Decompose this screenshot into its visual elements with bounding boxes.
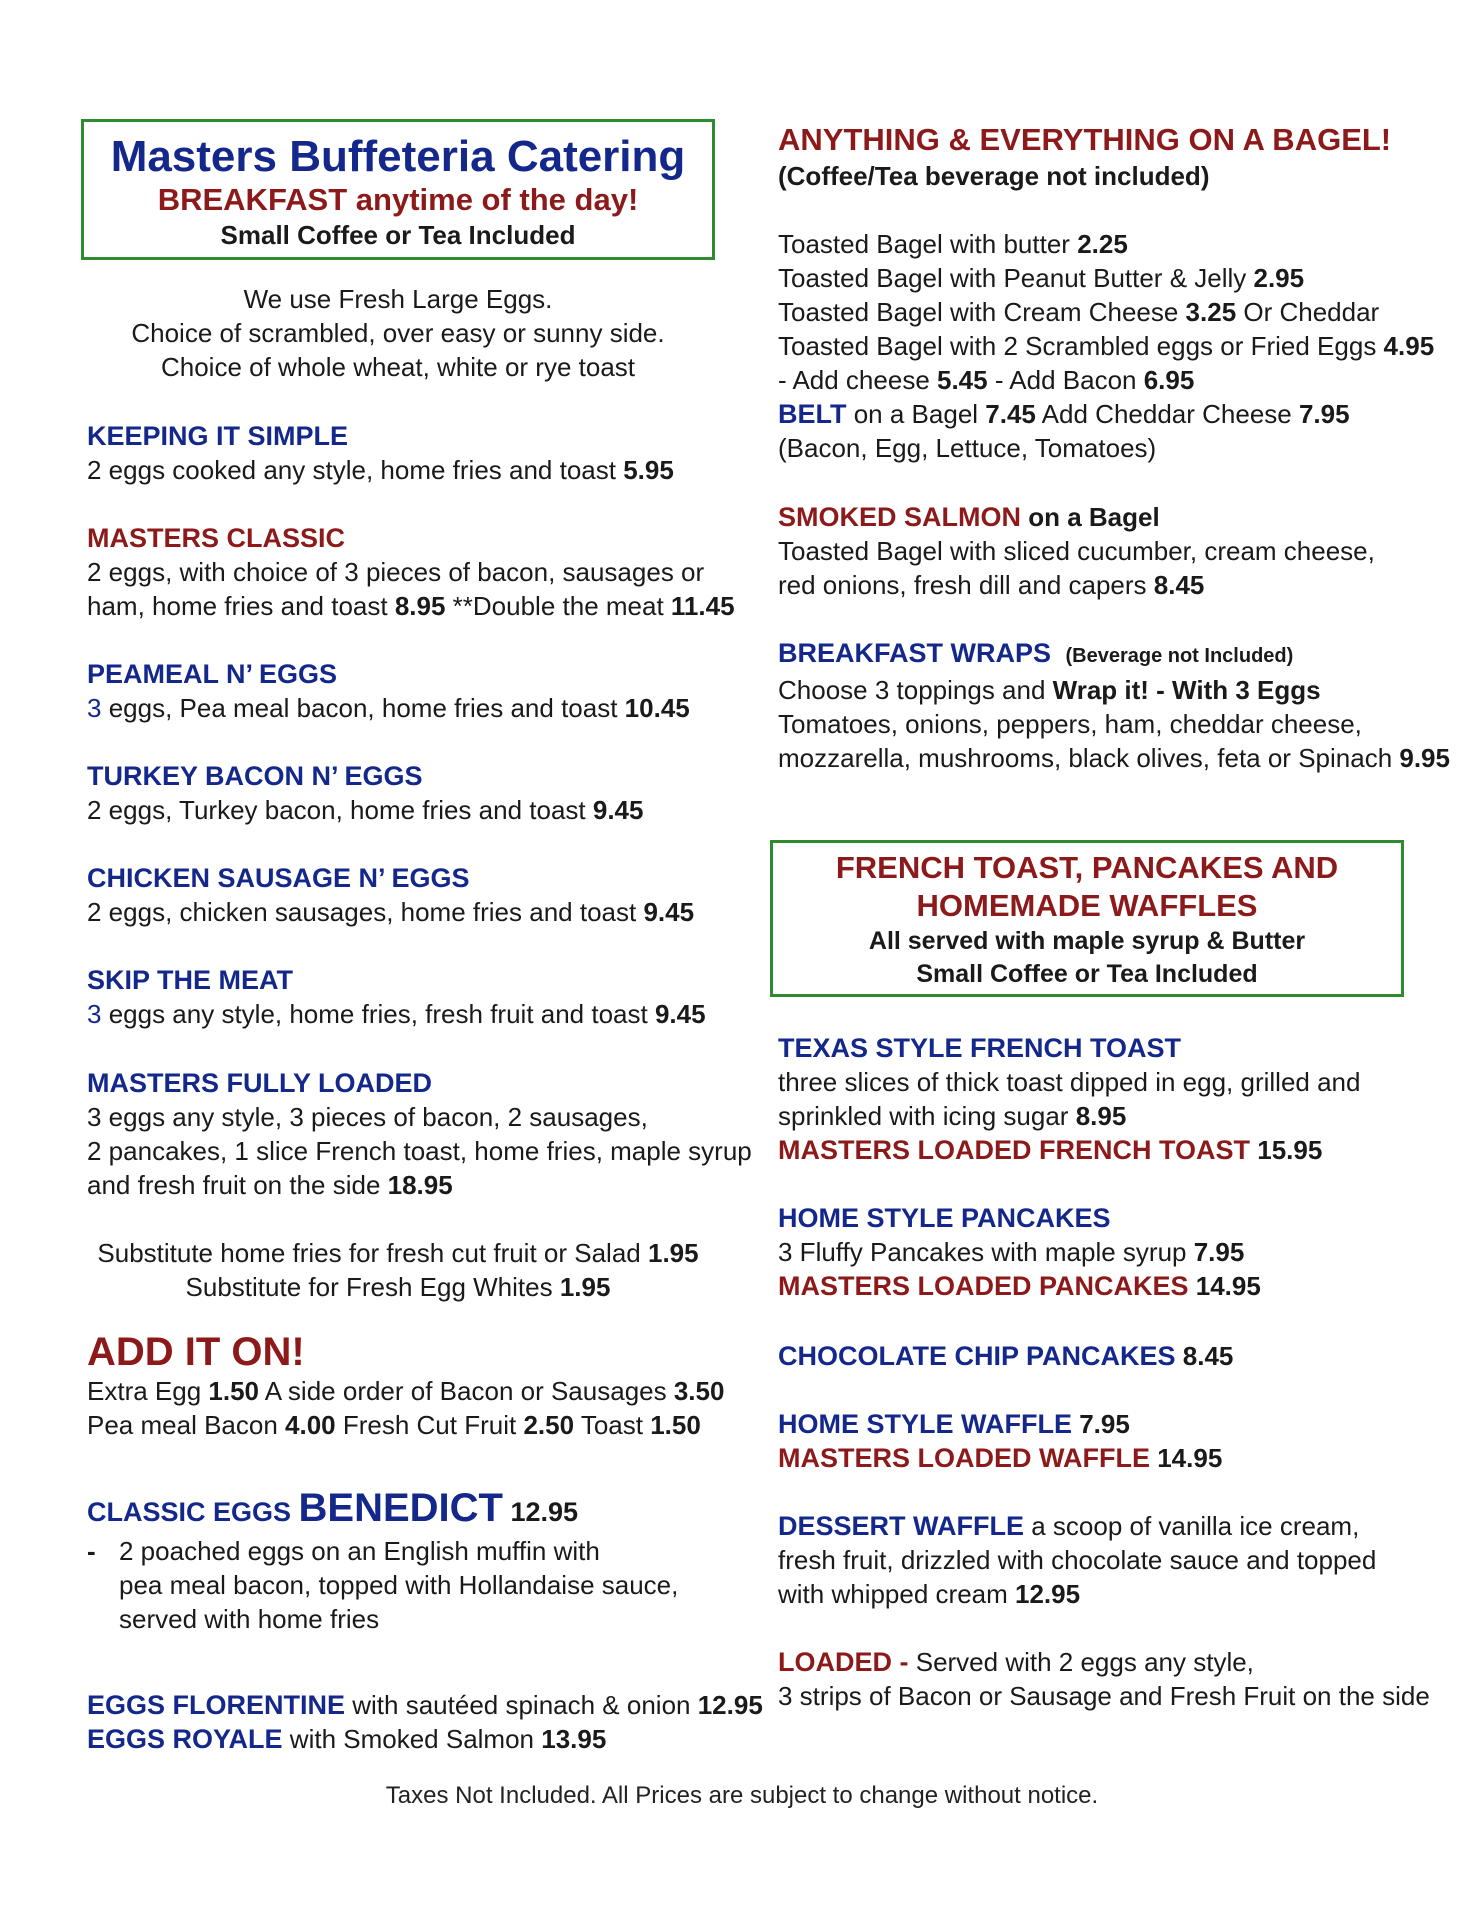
texas-section bbox=[778, 1031, 1360, 1167]
section-title: PEAMEAL N’ EGGS bbox=[87, 659, 338, 689]
item-line: EGGS ROYALE with Smoked Salmon 13.95 bbox=[87, 1724, 607, 1754]
loaded-item: MASTERS LOADED PANCAKES 14.95 bbox=[778, 1271, 1261, 1301]
item-desc: served with home fries bbox=[119, 1604, 380, 1634]
section-title: MASTERS FULLY LOADED bbox=[87, 1068, 433, 1098]
section-title: SKIP THE MEAT bbox=[87, 965, 294, 995]
section-title: TEXAS STYLE FRENCH TOAST bbox=[778, 1033, 1182, 1063]
item-desc: and fresh fruit on the side 18.95 bbox=[87, 1170, 453, 1200]
box-note: Small Coffee or Tea Included bbox=[916, 960, 1258, 988]
dessert-section bbox=[778, 1509, 1376, 1611]
section-title: ANYTHING & EVERYTHING ON A BAGEL! bbox=[778, 122, 1392, 157]
wraps-section bbox=[778, 636, 1450, 775]
item-desc: 3 eggs, Pea meal bacon, home fries and toast 10.45 bbox=[87, 693, 690, 723]
bagel-line: - Add cheese 5.45 - Add Bacon 6.95 bbox=[778, 365, 1195, 395]
section-title: BREAKFAST WRAPS (Beverage not Included) bbox=[778, 638, 1294, 668]
bagel-line: Toasted Bagel with butter 2.25 bbox=[778, 229, 1128, 259]
bagel-section bbox=[778, 121, 1434, 465]
menu-title: Masters Buffeteria Catering bbox=[110, 132, 686, 181]
bagel-line: BELT on a Bagel 7.45 Add Cheddar Cheese 7.95 bbox=[778, 399, 1350, 429]
bagel-line: Toasted Bagel with Cream Cheese 3.25 Or Cheddar bbox=[778, 297, 1380, 327]
item-desc: three slices of thick toast dipped in egg, grilled and bbox=[778, 1067, 1361, 1097]
salmon-section bbox=[778, 500, 1375, 602]
section-title: HOME STYLE PANCAKES bbox=[778, 1203, 1111, 1233]
item-desc: LOADED - Served with 2 eggs any style, bbox=[778, 1647, 1254, 1677]
classic-section bbox=[87, 521, 735, 623]
section-title: CLASSIC EGGS BENEDICT 12.95 bbox=[87, 1486, 579, 1530]
item-desc: ham, home fries and toast 8.95 **Double the meat 11.45 bbox=[87, 591, 735, 621]
item-desc: Toasted Bagel with sliced cucumber, cream cheese, bbox=[778, 536, 1375, 566]
item-desc: pea meal bacon, topped with Hollandaise sauce, bbox=[119, 1570, 679, 1600]
section-title: KEEPING IT SIMPLE bbox=[87, 421, 349, 451]
item-desc: 2 eggs, Turkey bacon, home fries and toast 9.45 bbox=[87, 795, 644, 825]
item-desc: sprinkled with icing sugar 8.95 bbox=[778, 1101, 1127, 1131]
section-title: CHOCOLATE CHIP PANCAKES 8.45 bbox=[778, 1341, 1234, 1371]
box-title: HOMEMADE WAFFLES bbox=[916, 888, 1258, 923]
pancakes-header-box bbox=[770, 840, 1404, 997]
footer-note: Taxes Not Included. All Prices are subject to change without notice. bbox=[385, 1782, 1099, 1809]
item-desc: Choose 3 toppings and Wrap it! - With 3 Eggs bbox=[778, 675, 1321, 705]
loaded-item: MASTERS LOADED FRENCH TOAST 15.95 bbox=[778, 1135, 1323, 1165]
bagel-line: Toasted Bagel with 2 Scrambled eggs or Fried Eggs 4.95 bbox=[778, 331, 1435, 361]
item-desc: with whipped cream 12.95 bbox=[778, 1579, 1081, 1609]
turkey-section bbox=[87, 759, 643, 827]
keeping-section bbox=[87, 419, 674, 487]
item-desc: Tomatoes, onions, peppers, ham, cheddar cheese, bbox=[778, 709, 1362, 739]
bagel-line: Toasted Bagel with Peanut Butter & Jelly 2.95 bbox=[778, 263, 1305, 293]
item-line: EGGS FLORENTINE with sautéed spinach & onion 12.95 bbox=[87, 1690, 763, 1720]
item-desc: 2 eggs cooked any style, home fries and toast 5.95 bbox=[87, 455, 674, 485]
loaded-item: MASTERS LOADED WAFFLE 14.95 bbox=[778, 1443, 1223, 1473]
peameal-section bbox=[87, 657, 690, 725]
addon-line: Pea meal Bacon 4.00 Fresh Cut Fruit 2.50 Toast 1.50 bbox=[87, 1410, 701, 1440]
waffle-section bbox=[778, 1407, 1222, 1475]
section-title: TURKEY BACON N’ EGGS bbox=[87, 761, 423, 791]
intro-line: Choice of scrambled, over easy or sunny side. bbox=[131, 318, 665, 348]
item-desc: fresh fruit, drizzled with chocolate sauce and topped bbox=[778, 1545, 1377, 1575]
fully-loaded-section bbox=[87, 1066, 752, 1202]
box-note: All served with maple syrup & Butter bbox=[868, 927, 1306, 955]
loaded-note-section bbox=[778, 1645, 1430, 1713]
item-desc: red onions, fresh dill and capers 8.45 bbox=[778, 570, 1205, 600]
menu-subtitle: BREAKFAST anytime of the day! bbox=[157, 182, 639, 217]
item-desc: 2 eggs, chicken sausages, home fries and toast 9.45 bbox=[87, 897, 695, 927]
addon-line: Extra Egg 1.50 A side order of Bacon or Sausages 3.50 bbox=[87, 1376, 725, 1406]
intro-line: Choice of whole wheat, white or rye toast bbox=[160, 352, 636, 382]
item-desc: 3 eggs any style, home fries, fresh fruit and toast 9.45 bbox=[87, 999, 706, 1029]
chicken-section bbox=[87, 861, 694, 929]
item-desc: 3 eggs any style, 3 pieces of bacon, 2 sausages, bbox=[87, 1102, 648, 1132]
section-title: ADD IT ON! bbox=[87, 1330, 305, 1374]
item-desc: - 2 poached eggs on an English muffin with bbox=[87, 1536, 600, 1566]
florentine-section bbox=[87, 1688, 763, 1756]
sub-line: Substitute for Fresh Egg Whites 1.95 bbox=[185, 1272, 611, 1302]
item-desc: 3 Fluffy Pancakes with maple syrup 7.95 bbox=[778, 1237, 1245, 1267]
section-title: HOME STYLE WAFFLE 7.95 bbox=[778, 1409, 1130, 1439]
item-desc: mozzarella, mushrooms, black olives, feta or Spinach 9.95 bbox=[778, 743, 1450, 773]
item-desc: DESSERT WAFFLE a scoop of vanilla ice cream, bbox=[778, 1511, 1360, 1541]
choc-section bbox=[778, 1339, 1233, 1373]
header-note: Small Coffee or Tea Included bbox=[220, 220, 576, 250]
skip-section bbox=[87, 963, 706, 1031]
section-title: SMOKED SALMON on a Bagel bbox=[778, 502, 1160, 532]
bagel-line: (Bacon, Egg, Lettuce, Tomatoes) bbox=[778, 433, 1157, 463]
pancakes-section bbox=[778, 1201, 1261, 1303]
section-note: (Coffee/Tea beverage not included) bbox=[778, 161, 1210, 191]
intro bbox=[81, 282, 715, 384]
intro-line: We use Fresh Large Eggs. bbox=[243, 284, 553, 314]
section-title: CHICKEN SAUSAGE N’ EGGS bbox=[87, 863, 470, 893]
substitutions bbox=[81, 1236, 715, 1304]
section-title: MASTERS CLASSIC bbox=[87, 523, 346, 553]
header-box bbox=[81, 119, 715, 260]
box-title: FRENCH TOAST, PANCAKES AND bbox=[835, 850, 1339, 885]
item-desc: 3 strips of Bacon or Sausage and Fresh Fruit on the side bbox=[778, 1681, 1430, 1711]
sub-line: Substitute home fries for fresh cut fruit or Salad 1.95 bbox=[97, 1238, 699, 1268]
benedict-section bbox=[87, 1486, 678, 1636]
item-desc: 2 eggs, with choice of 3 pieces of bacon, sausages or bbox=[87, 557, 705, 587]
item-desc: 2 pancakes, 1 slice French toast, home fries, maple syrup bbox=[87, 1136, 752, 1166]
addon-section bbox=[87, 1330, 724, 1442]
